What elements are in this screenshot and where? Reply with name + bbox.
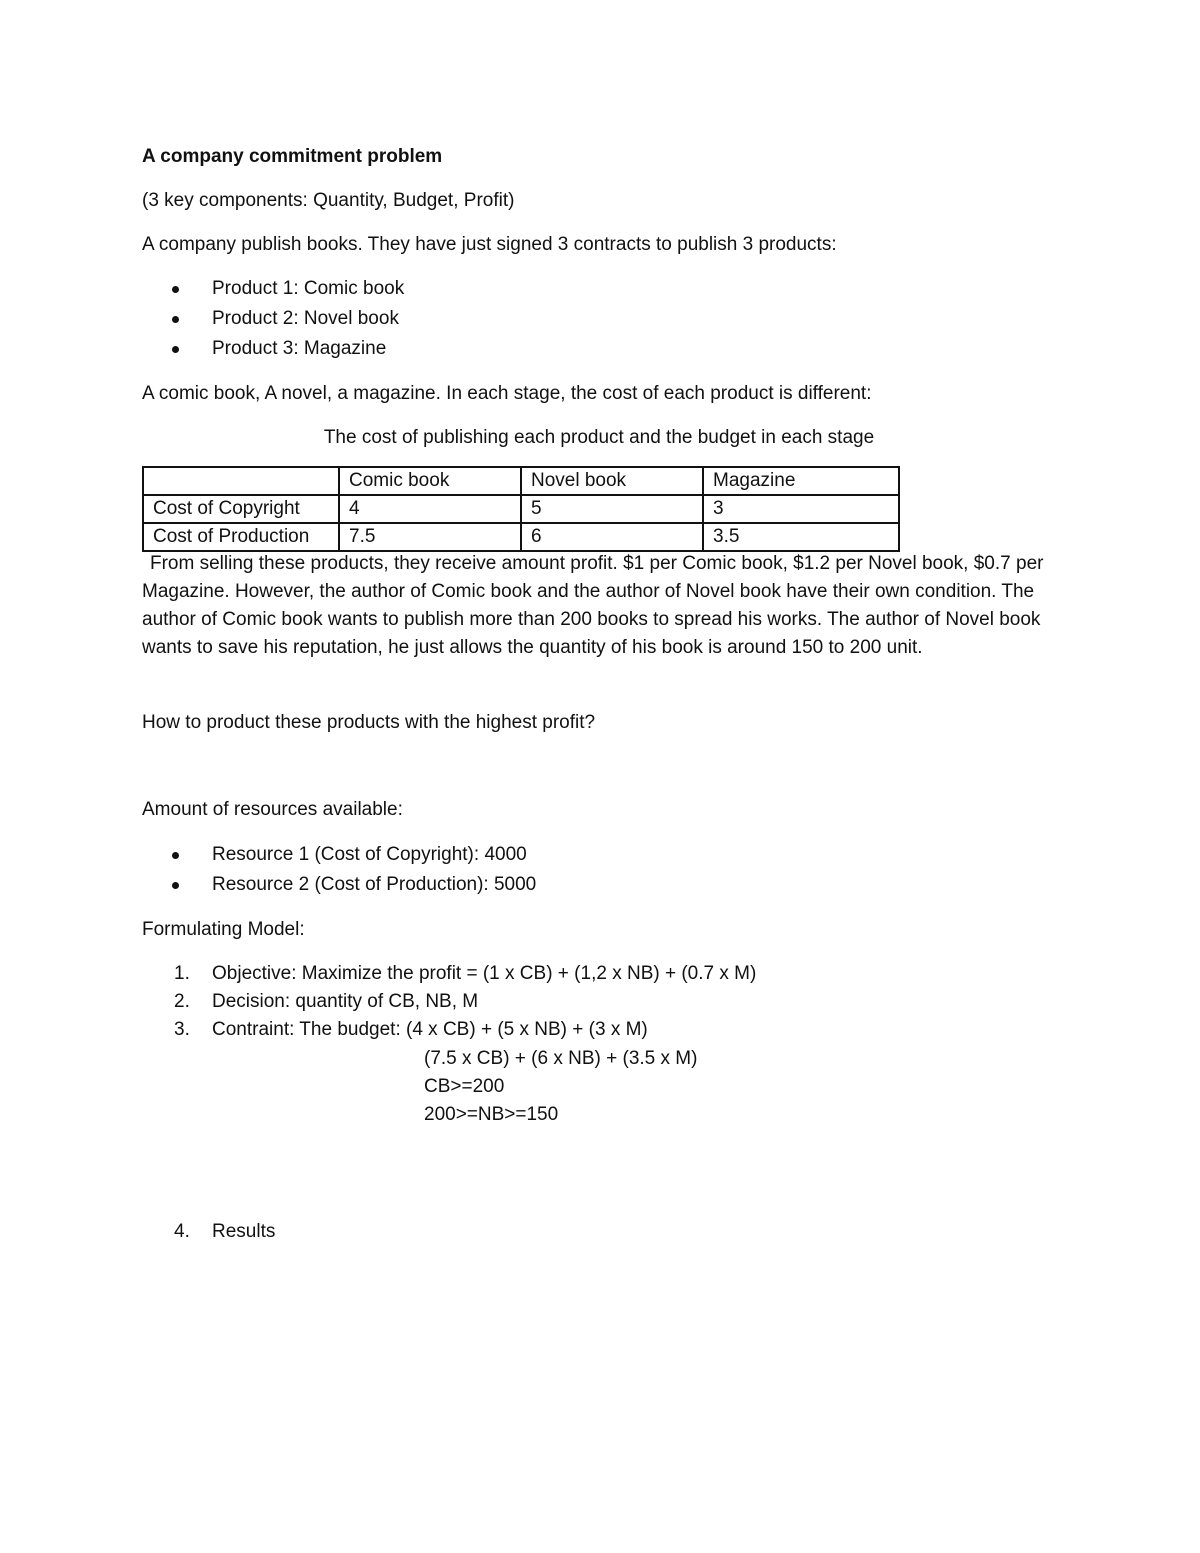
subtitle: (3 key components: Quantity, Budget, Profit)	[142, 190, 515, 211]
resources-heading: Amount of resources available:	[142, 799, 403, 820]
model-heading: Formulating Model:	[142, 919, 305, 940]
question-text: How to product these products with the highest profit?	[142, 712, 596, 733]
constraint-line: (7.5 x CB) + (6 x NB) + (3.5 x M)	[424, 1048, 698, 1069]
table-header-cell: Novel book	[521, 467, 703, 495]
stage-text: A comic book, A novel, a magazine. In each stage, the cost of each product is different:	[142, 383, 872, 404]
table-row	[143, 523, 899, 551]
table-caption: The cost of publishing each product and the budget in each stage	[323, 427, 875, 448]
bullet-icon	[172, 346, 179, 353]
bullet-icon	[172, 882, 179, 889]
table-header-cell	[143, 467, 339, 495]
bullet-icon	[172, 316, 179, 323]
table-cell: 3	[703, 495, 899, 523]
table-cell: Cost of Production	[143, 523, 339, 551]
constraint-line: 200>=NB>=150	[424, 1104, 559, 1125]
table-cell: 3.5	[703, 523, 899, 551]
bullet-icon	[172, 286, 179, 293]
table-cell: Cost of Copyright	[143, 495, 339, 523]
page-title: A company commitment problem	[142, 146, 443, 167]
document-page: A company commitment problem (3 key components: Quantity, Budget, Profit) A company publish books. They have just signed 3 contracts to publish 3 products: Product 1: Comic book Product 2: Novel book Product 3: Magazine A comic book, A novel, a magazine. In each stage, the cost of each product is different: The cost of publishing each product and the budget in each stage Comic book Novel book Magazine Cost of Copyright 4 5 3 Cost of Production 7.5 6 3.5 From selling these products, they receive amount profit. $1 per Comic book, $1.2 per Novel book, $0.7 per Magazine. However, the author of Comic book and the author of Novel book have their own condition. The author of Comic book wants to publish more than 200 books to spread his works. The author of Novel book wants to save his reputation, he just allows the quantity of his book is around 150 to 200 unit. How to product these products with the highest profit? Amount of resources available: Resource 1 (Cost of Copyright): 4000 Resource 2 (Cost of Production): 5000 Formulating Model: 1. Objective: Maximize the profit = (1 x CB) + (1,2 x NB) + (0.7 x M) 2. Decision: quantity of CB, NB, M 3. Contraint: The budget: (4 x CB) + (5 x NB) + (3 x M) (7.5 x CB) + (6 x NB) + (3.5 x M) CB>=200 200>=NB>=150 4. Results	[0, 0, 1200, 1553]
table-header-cell: Magazine	[703, 467, 899, 495]
intro-text: A company publish books. They have just signed 3 contracts to publish 3 products:	[142, 234, 837, 255]
constraint-line: CB>=200	[424, 1076, 505, 1097]
table-cell: 6	[521, 523, 703, 551]
table-header-row	[143, 467, 899, 495]
table-cell: 5	[521, 495, 703, 523]
cost-table	[142, 466, 900, 552]
table-cell: 7.5	[339, 523, 521, 551]
table-cell: 4	[339, 495, 521, 523]
bullet-icon	[172, 852, 179, 859]
table-row	[143, 495, 899, 523]
table-header-cell: Comic book	[339, 467, 521, 495]
profit-paragraph: From selling these products, they receive amount profit. $1 per Comic book, $1.2 per Novel book, $0.7 per Magazine. However, the author of Comic book and the author of Novel book have their own condition. The author of Comic book wants to publish more than 200 books to spread his works. The author of Novel book wants to save his reputation, he just allows the quantity of his book is around 150 to 200 unit.	[142, 553, 1044, 658]
